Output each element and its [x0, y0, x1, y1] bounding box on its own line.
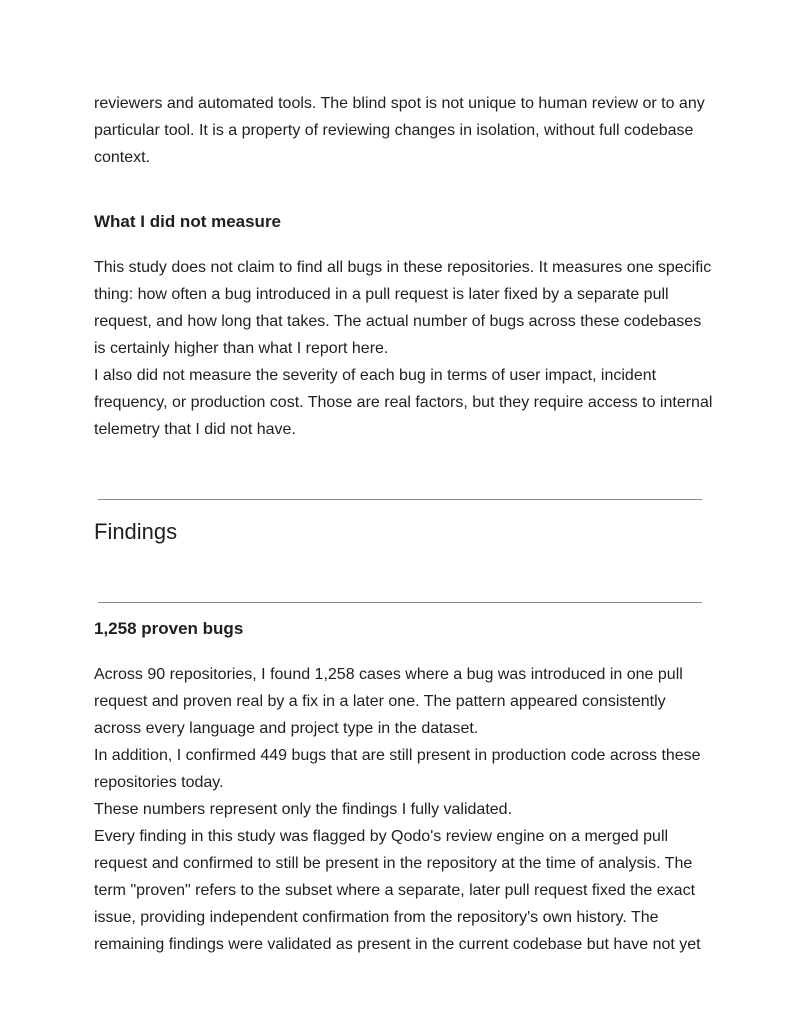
findings-heading: Findings: [94, 519, 178, 544]
section-heading-not-measured: What I did not measure: [94, 212, 282, 231]
proven-bugs-paragraph-3: These numbers represent only the findings I fully validated.: [94, 801, 513, 818]
section-heading-proven-bugs: 1,258 proven bugs: [94, 619, 244, 638]
not-measured-paragraph-1: This study does not claim to find all bugs in these repositories. It measures one specific thing: how often a bug introduced in a pull request is later fixed by a separate pull request, and how long that takes. The actual number of bugs across these codebases is certainly higher than what I report here.: [94, 259, 712, 357]
intro-paragraph: reviewers and automated tools. The blind spot is not unique to human review or to any particular tool. It is a property of reviewing changes in isolation, without full codebase context.: [94, 95, 705, 166]
proven-bugs-paragraph-2: In addition, I confirmed 449 bugs that are still present in production code across these repositories today.: [94, 747, 701, 791]
proven-bugs-paragraph-1: Across 90 repositories, I found 1,258 cases where a bug was introduced in one pull request and proven real by a fix in a later one. The pattern appeared consistently across every language and project type in the dataset.: [94, 666, 683, 737]
section-divider: [98, 499, 702, 500]
proven-bugs-paragraph-4: Every finding in this study was flagged by Qodo's review engine on a merged pull request and confirmed to still be present in the repository at the time of analysis. The term "proven" refers to the subset where a separate, later pull request fixed the exact issue, providing independent confirmation from the repository's own history. The remaining findings were validated as present in the current codebase but have not yet: [94, 828, 701, 953]
section-divider: [98, 602, 702, 603]
document-body: [94, 90, 714, 958]
not-measured-paragraph-2: I also did not measure the severity of each bug in terms of user impact, incident frequency, or production cost. Those are real factors, but they require access to internal telemetry that I did not have.: [94, 367, 713, 438]
